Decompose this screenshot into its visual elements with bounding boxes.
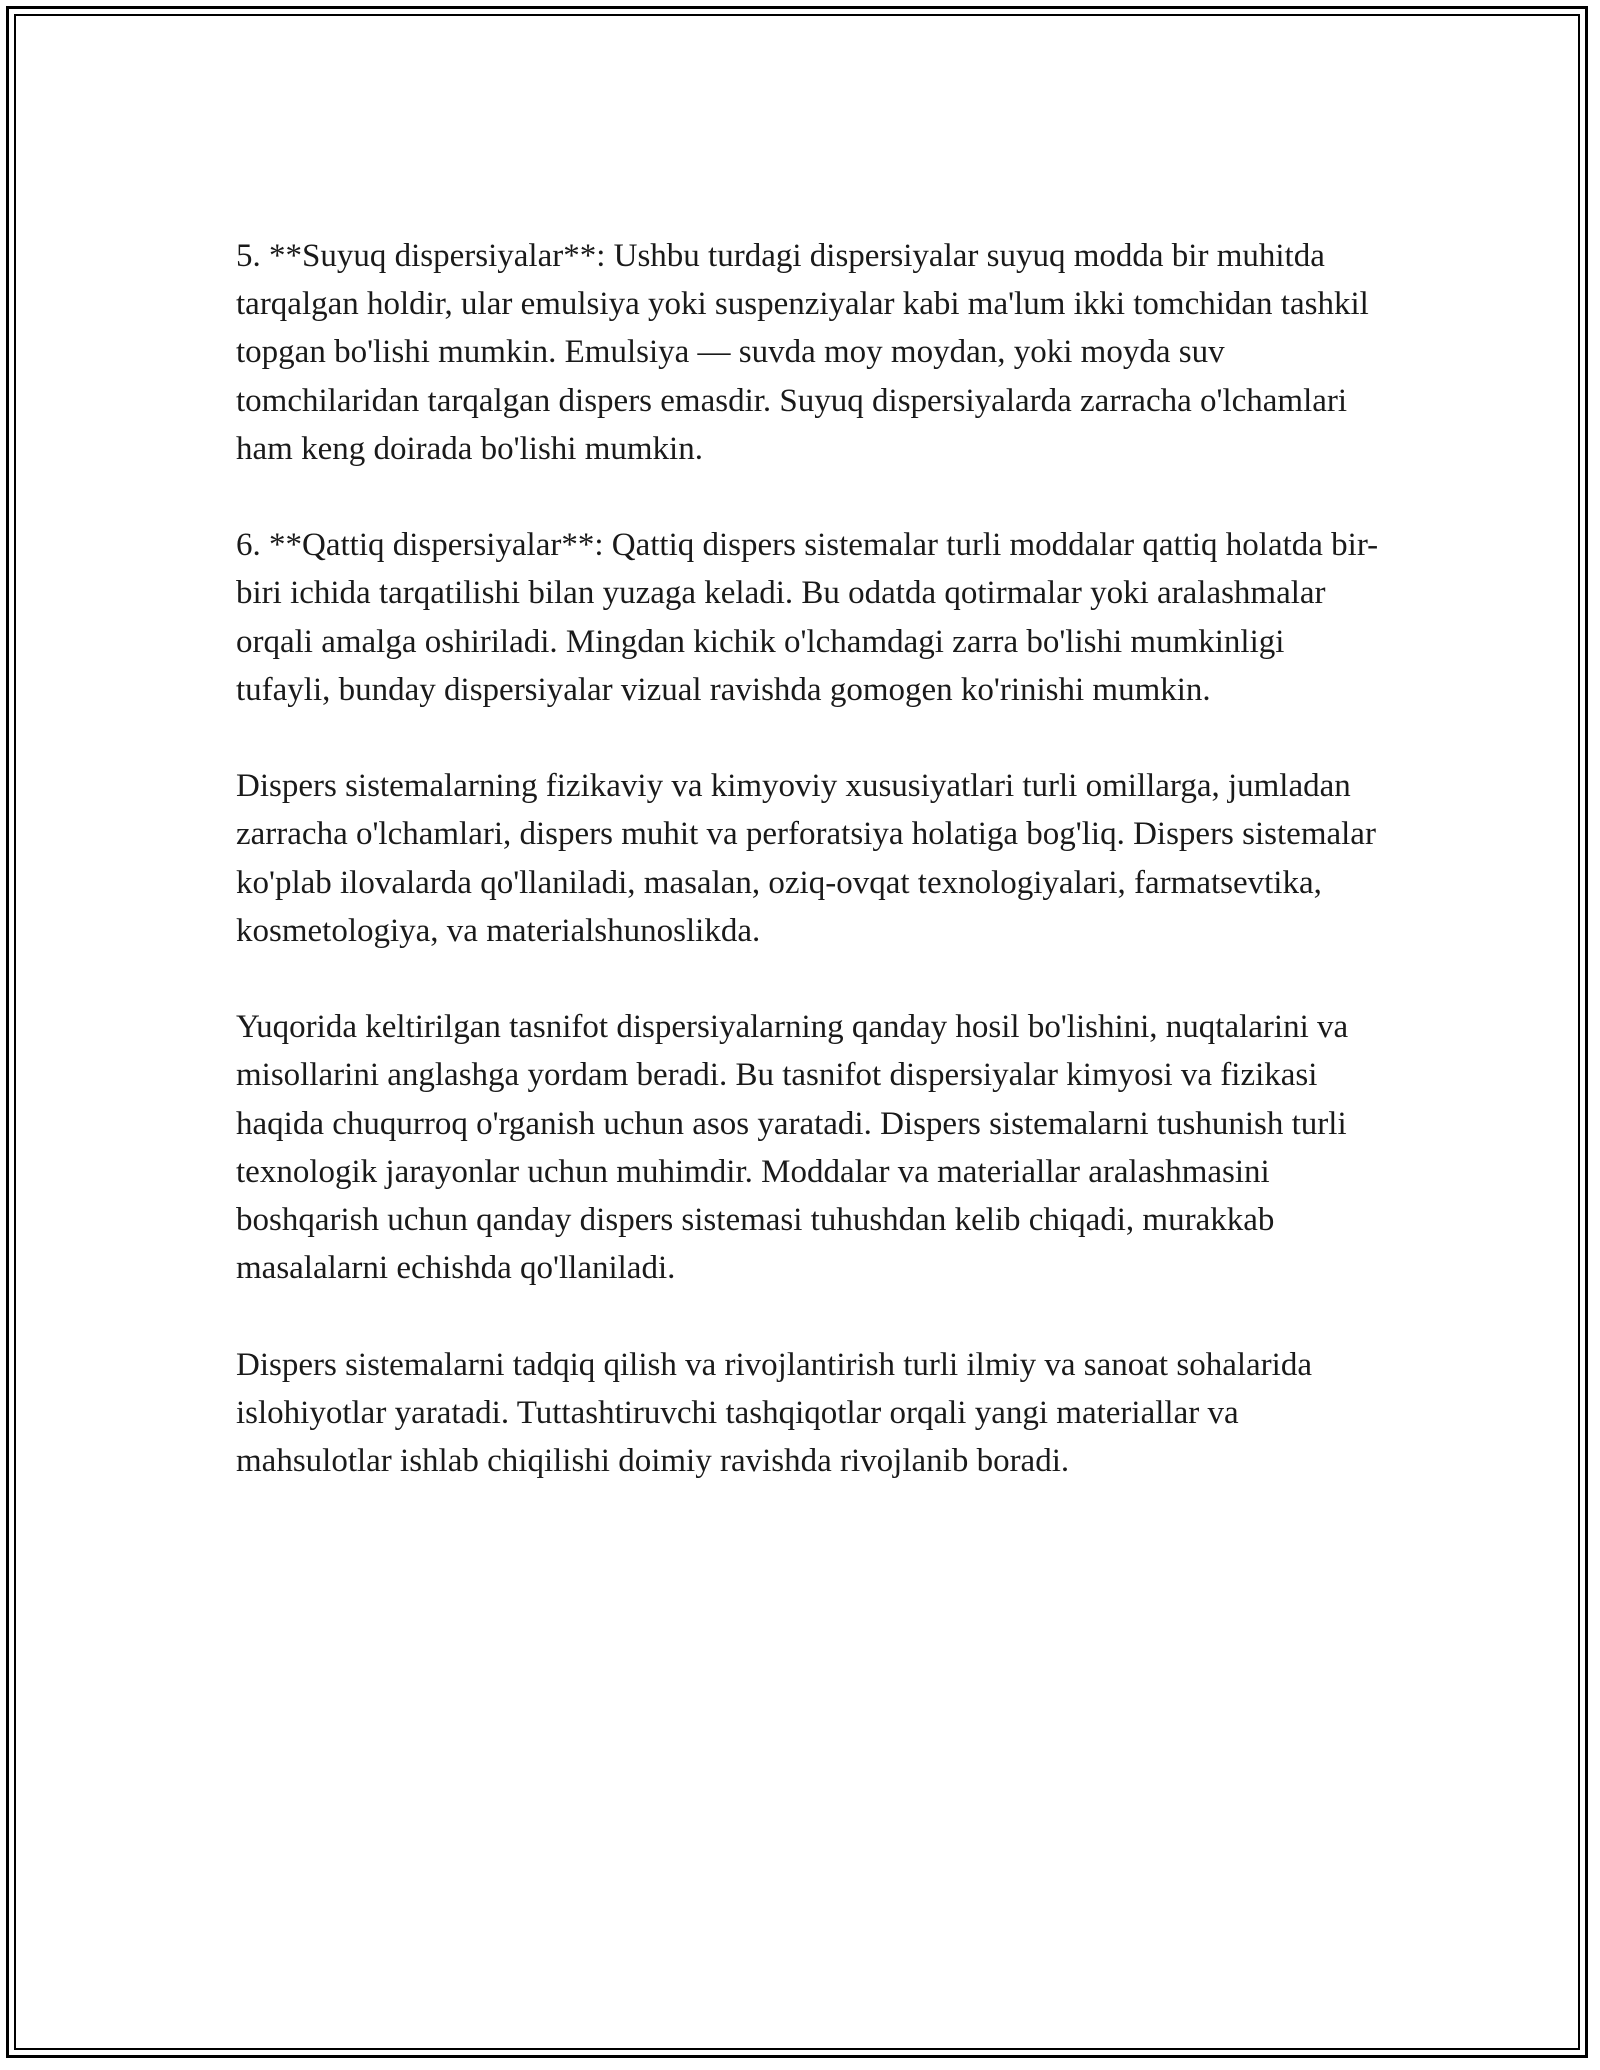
paragraph-classification-summary: Yuqorida keltirilgan tasnifot dispersiyalarning qanday hosil bo'lishini, nuqtalarini va misollarini anglashga yordam beradi. Bu tasnifot dispersiyalar kimyosi va fizikasi haqida chuqurroq o'rganish uchun asos yaratadi. Dispers sistemalarni tushunish turli texnologik jarayonlar uchun muhimdir. Moddalar va materiallar aralashmasini boshqarish uchun qanday dispers sistemasi tuhushdan kelib chiqadi, murakkab masalalarni echishda qo'llaniladi. xyxy=(236,1009,1349,1287)
paragraph-solid-dispersions: 6. **Qattiq dispersiyalar**: Qattiq dispers sistemalar turli moddalar qattiq holatda bir-biri ichida tarqatilishi bilan yuzaga keladi. Bu odatda qotirmalar yoki aralashmalar orqali amalga oshiriladi. Mingdan kichik o'lchamdagi zarra bo'lishi mumkinligi tufayli, bunday dispersiyalar vizual ravishda gomogen ko'rinishi mumkin. xyxy=(236,527,1379,708)
paragraph-liquid-dispersions: 5. **Suyuq dispersiyalar**: Ushbu turdagi dispersiyalar suyuq modda bir muhitda tarqalgan holdir, ular emulsiya yoki suspenziyalar kabi ma'lum ikki tomchidan tashkil topgan bo'lishi mumkin. Emulsiya — suvda moy moydan, yoki moyda suv tomchilaridan tarqalgan dispers emasdir. Suyuq dispersiyalarda zarracha o'lchamlari ham keng doirada bo'lishi mumkin. xyxy=(236,238,1369,467)
paragraph-properties: Dispers sistemalarning fizikaviy va kimyoviy xususiyatlari turli omillarga, jumladan zarracha o'lchamlari, dispers muhit va perforatsiya holatiga bog'liq. Dispers sistemalar ko'plab ilovalarda qo'llaniladi, masalan, oziq-ovqat texnologiyalari, farmatsevtika, kosmetologiya, va materialshunoslikda. xyxy=(236,768,1376,949)
document-body xyxy=(236,232,1386,1485)
paragraph-research: Dispers sistemalarni tadqiq qilish va rivojlantirish turli ilmiy va sanoat sohalarida islohiyotlar yaratadi. Tuttashtiruvchi tashqiqotlar orqali yangi materiallar va mahsulotlar ishlab chiqilishi doimiy ravishda rivojlanib boradi. xyxy=(236,1346,1312,1480)
